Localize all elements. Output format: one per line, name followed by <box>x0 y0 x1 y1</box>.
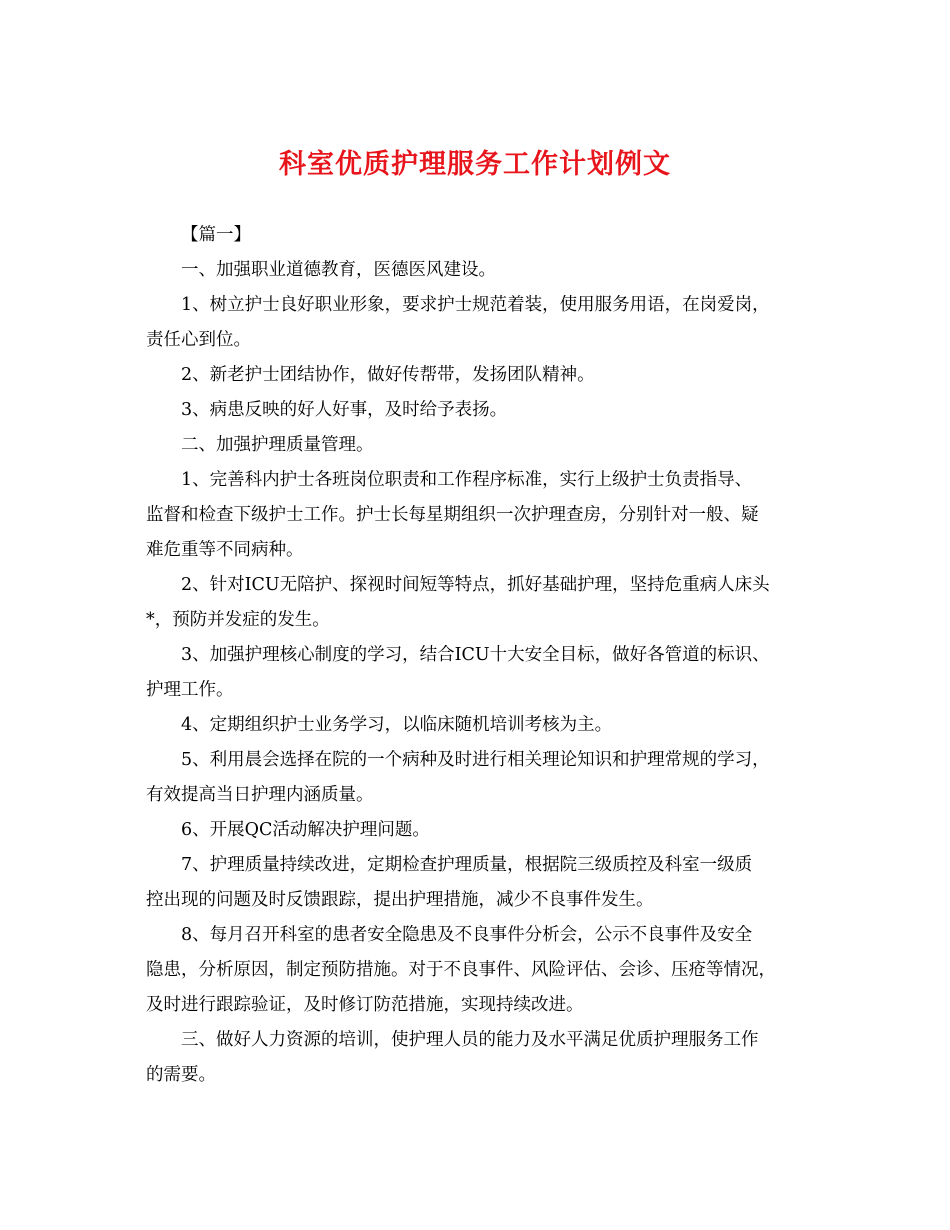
paragraph-line: 控出现的问题及时反馈跟踪，提出护理措施，减少不良事件发生。 <box>146 890 654 910</box>
paragraph-line: 4、定期组织护士业务学习，以临床随机培训考核为主。 <box>181 715 613 735</box>
paragraph-line: 2、针对ICU无陪护、探视时间短等特点，抓好基础护理，坚持危重病人床头 <box>181 575 770 595</box>
paragraph-line: 三、做好人力资源的培训，使护理人员的能力及水平满足优质护理服务工作 <box>181 1030 759 1050</box>
document-body <box>146 218 810 1093</box>
paragraph-line: 责任心到位。 <box>146 330 251 350</box>
paragraph-line: 8、每月召开科室的患者安全隐患及不良事件分析会，公示不良事件及安全 <box>181 925 753 945</box>
paragraph-line: 3、病患反映的好人好事，及时给予表扬。 <box>181 400 508 420</box>
paragraph-line: 5、利用晨会选择在院的一个病种及时进行相关理论知识和护理常规的学习， <box>181 750 770 770</box>
document-title: 科室优质护理服务工作计划例文 <box>279 149 671 180</box>
paragraph-line: 护理工作。 <box>146 680 234 700</box>
paragraph-line: 及时进行跟踪验证，及时修订防范措施，实现持续改进。 <box>146 995 584 1015</box>
paragraph-line: 1、树立护士良好职业形象，要求护士规范着装，使用服务用语，在岗爱岗， <box>181 295 770 315</box>
paragraph-line: 3、加强护理核心制度的学习，结合ICU十大安全目标，做好各管道的标识、 <box>181 645 770 665</box>
paragraph-line: 6、开展QC活动解决护理问题。 <box>181 820 430 840</box>
paragraph-line: *，预防并发症的发生。 <box>146 610 330 630</box>
paragraph-line: 难危重等不同病种。 <box>146 540 304 560</box>
paragraph-line: 二、加强护理质量管理。 <box>181 435 374 455</box>
paragraph-line: 1、完善科内护士各班岗位职责和工作程序标准，实行上级护士负责指导、 <box>181 470 753 490</box>
section-heading: 【篇一】 <box>181 225 251 245</box>
paragraph-line: 7、护理质量持续改进，定期检查护理质量，根据院三级质控及科室一级质 <box>181 855 753 875</box>
paragraph-line: 隐患，分析原因，制定预防措施。对于不良事件、风险评估、会诊、压疮等情况， <box>146 960 776 980</box>
paragraph-line: 2、新老护士团结协作，做好传帮带，发扬团队精神。 <box>181 365 595 385</box>
paragraph-line: 有效提高当日护理内涵质量。 <box>146 785 374 805</box>
paragraph-line: 的需要。 <box>146 1065 216 1085</box>
paragraph-line: 监督和检查下级护士工作。护士长每星期组织一次护理查房，分别针对一般、疑 <box>146 505 759 525</box>
paragraph-line: 一、加强职业道德教育，医德医风建设。 <box>181 260 496 280</box>
